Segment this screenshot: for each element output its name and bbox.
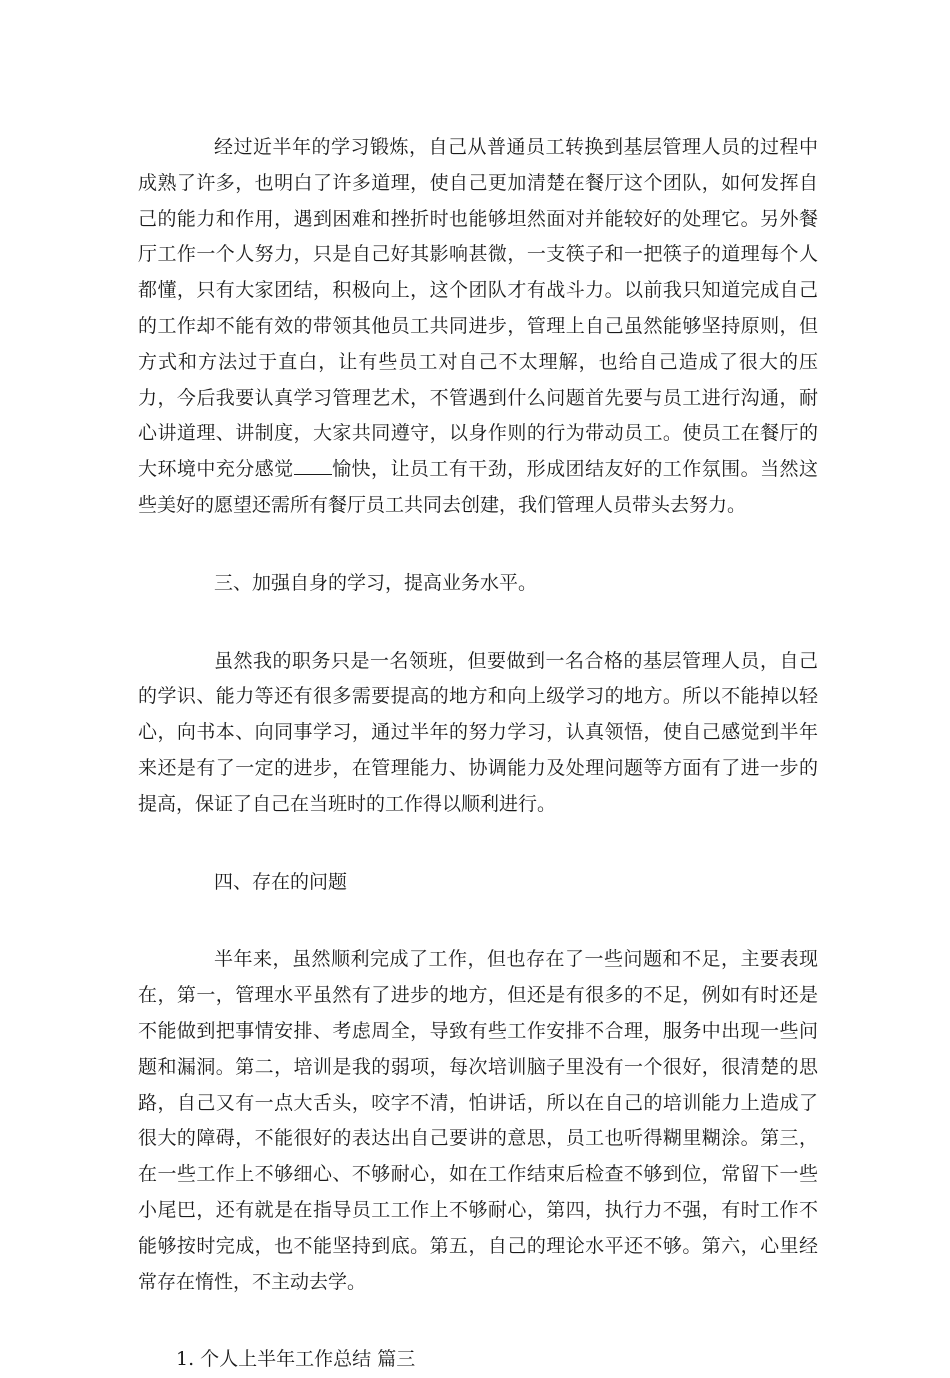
paragraph-problems: 半年来，虽然顺利完成了工作，但也存在了一些问题和不足，主要表现在，第一，管理水平虽然有了进步的地方，但还是有很多的不足，例如有时还是不能做到把事情安排、考虑周全，导致有些工作安排不合理，服务中出现一些问题和漏洞。第二，培训是我的弱项，每次培训脑子里没有一个很好，很清楚的思路，自己又有一点大舌头，咬字不清，怕讲话，所以在自己的培训能力上造成了很大的障碍，不能很好的表达出自己要讲的意思，员工也听得糊里糊涂。第三，在一些工作上不够细心、不够耐心，如在工作结束后检查不够到位，常留下一些小尾巴，还有就是在指导员工工作上不够耐心，第四，执行力不强，有时工作不能够按时完成，也不能坚持到底。第五，自己的理论水平还不够。第六，心里经常存在惰性，不主动去学。 <box>138 948 818 1293</box>
paragraph-management-growth-part1: 经过近半年的学习锻炼，自己从普通员工转换到基层管理人员的过程中成熟了许多，也明白了许多道理，使自己更加清楚在餐厅这个团队，如何发挥自己的能力和作用，遇到困难和挫折时也能够坦然面对并能较好的处理它。另外餐厅工作一个人努力，只是自己好其影响甚微，一支筷子和一把筷子的道理每个人都懂，只有大家团结，积极向上，这个团队才有战斗力。以前我只知道完成自己的工作却不能有效的带领其他员工共同进步，管理上自己虽然能够坚持原则，但方式和方法过于直白，让有些员工对自己不太理解，也给自己造成了很大的压力，今后我要认真学习管理艺术，不管遇到什么问题首先要与员工进行沟通，耐心讲道理、讲制度，大家共同遵守，以身作则的行为带动员工。使员工在餐厅的大环境中充分感觉 <box>138 136 818 481</box>
paragraph-gap <box>138 823 818 865</box>
paragraph-management-growth-part2: 愉快，让员工有干劲，形成团结友好的工作氛围。当然这些美好的愿望还需所有餐厅员工共同去创建，我们管理人员带头去努力。 <box>138 458 818 516</box>
paragraph-gap <box>138 602 818 644</box>
document-body <box>138 130 818 1378</box>
paragraph-gap <box>138 1300 818 1342</box>
section-heading-four: 四、存在的问题 <box>214 870 348 893</box>
paragraph-management-growth <box>138 130 818 524</box>
section-heading-three: 三、加强自身的学习，提高业务水平。 <box>214 571 538 594</box>
paragraph-gap <box>138 524 818 566</box>
fill-in-blank <box>294 457 332 475</box>
paragraph-gap <box>138 900 818 942</box>
paragraph-self-study: 虽然我的职务只是一名领班，但要做到一名合格的基层管理人员，自己的学识、能力等还有很多需要提高的地方和向上级学习的地方。所以不能掉以轻心，向书本、向同事学习，通过半年的努力学习，认真领悟，使自己感觉到半年来还是有了一定的进步，在管理能力、协调能力及处理问题等方面有了进一步的提高，保证了自己在当班时的工作得以顺利进行。 <box>138 649 818 815</box>
next-article-title: 1. 个人上半年工作总结 篇三 <box>176 1348 416 1371</box>
